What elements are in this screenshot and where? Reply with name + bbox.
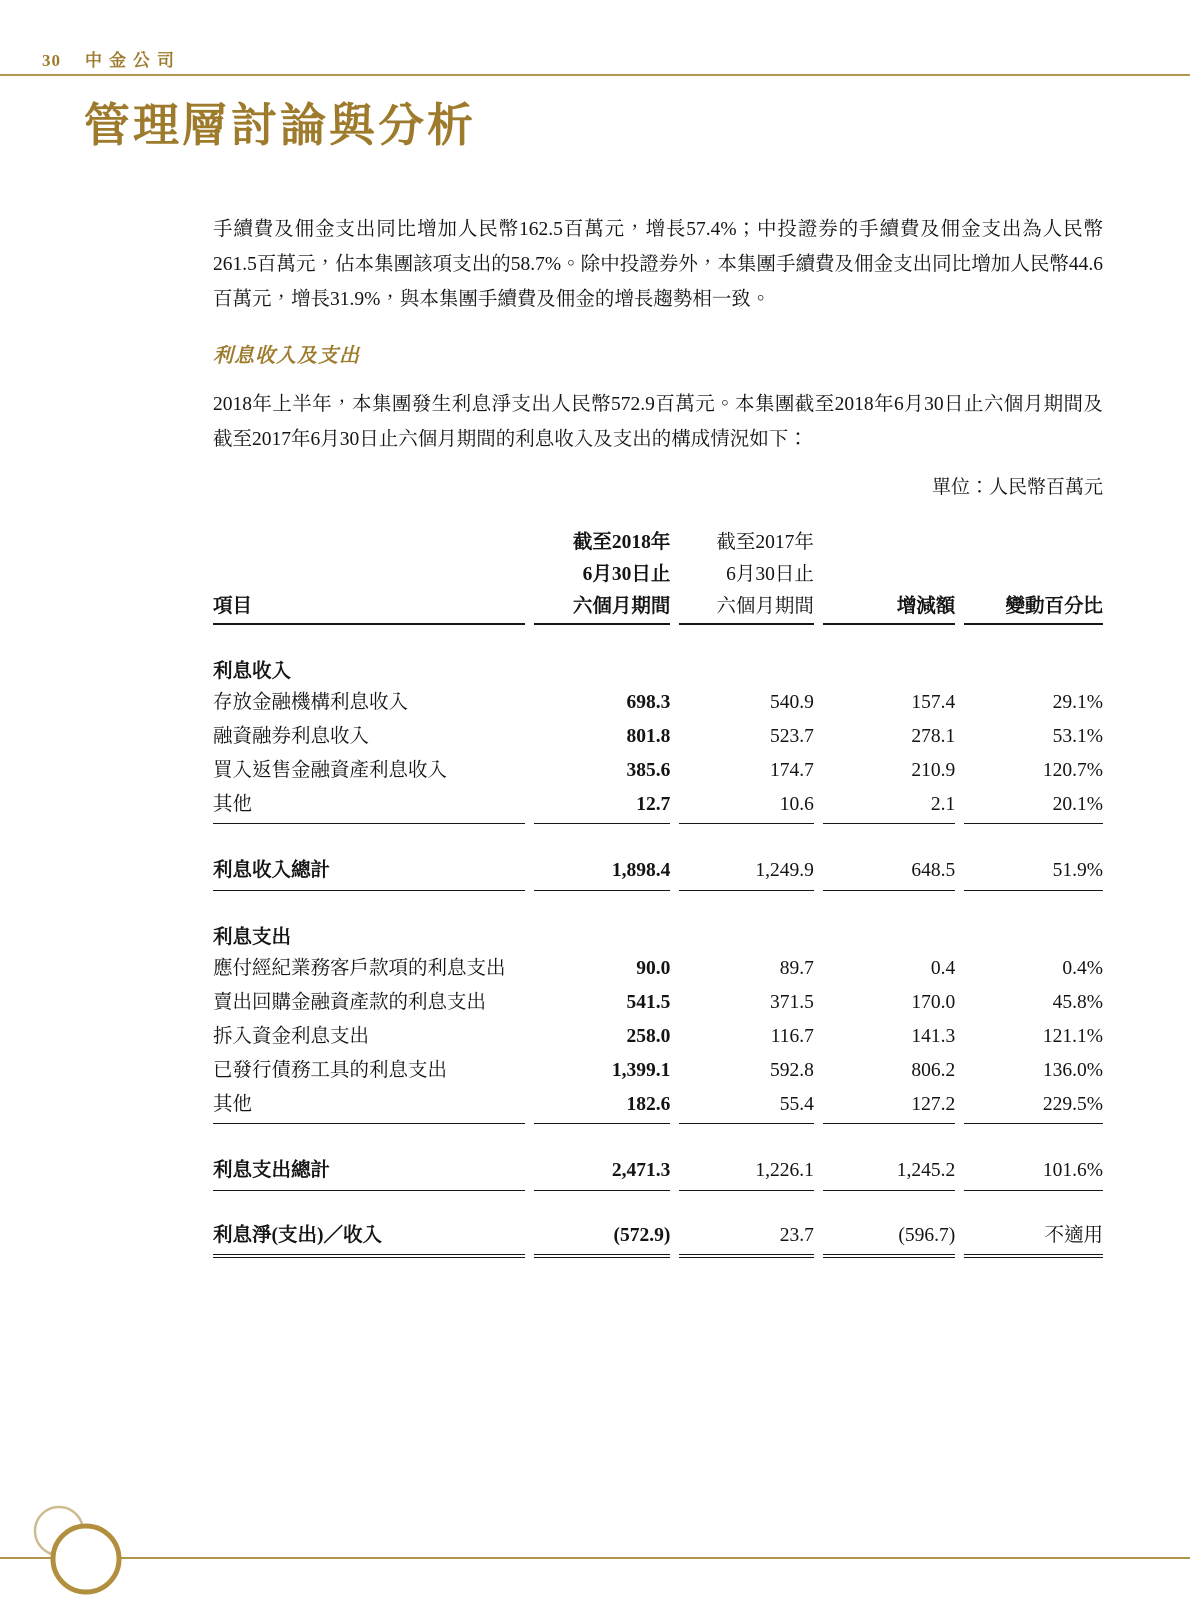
value-2018: 698.3 bbox=[626, 692, 671, 713]
value-change-pct bbox=[964, 625, 1103, 687]
value-change-pct bbox=[964, 891, 1103, 953]
value-change-pct: 136.0% bbox=[1042, 1060, 1103, 1081]
value-2017: 523.7 bbox=[769, 726, 814, 747]
value-change-pct: 51.9% bbox=[964, 824, 1103, 891]
value-change-pct: 0.4% bbox=[1062, 958, 1103, 979]
value-change: 170.0 bbox=[911, 992, 956, 1013]
value-change: 1,245.2 bbox=[823, 1124, 955, 1191]
paragraph-fee-commission: 手續費及佣金支出同比增加人民幣162.5百萬元，增長57.4%；中投證券的手續費及佣金支出為人民幣261.5百萬元，佔本集團該項支出的58.7%。除中投證券外，本集團手續費及佣金支出同比增加人民幣44.6百萬元，增長31.9%，與本集團手續費及佣金的增長趨勢相一致。 bbox=[213, 219, 1103, 310]
value-change: 648.5 bbox=[823, 824, 955, 891]
table-row-total bbox=[213, 1124, 1103, 1191]
value-change-pct: 101.6% bbox=[964, 1124, 1103, 1191]
value-change-pct: 53.1% bbox=[1052, 726, 1103, 747]
col-header-item: 項目 bbox=[213, 527, 525, 625]
value-2017: 1,249.9 bbox=[679, 824, 814, 891]
value-2018: 541.5 bbox=[626, 992, 671, 1013]
row-label: 利息收入總計 bbox=[213, 824, 525, 891]
paragraph-interest-intro: 2018年上半年，本集團發生利息淨支出人民幣572.9百萬元。本集團截至2018年6月30日止六個月期間及截至2017年6月30日止六個月期間的利息收入及支出的構成情況如下： bbox=[213, 394, 1103, 450]
value-2018 bbox=[534, 891, 671, 953]
value-change: 278.1 bbox=[911, 726, 956, 747]
decorative-circles-icon bbox=[0, 1480, 200, 1615]
value-2017: 1,226.1 bbox=[679, 1124, 814, 1191]
table-row-data bbox=[213, 755, 1103, 789]
value-change: 2.1 bbox=[823, 789, 955, 824]
value-2018: 385.6 bbox=[626, 760, 671, 781]
row-label: 存放金融機構利息收入 bbox=[213, 692, 409, 713]
table-row-data bbox=[213, 1055, 1103, 1089]
value-2018: 801.8 bbox=[626, 726, 671, 747]
value-2018: 1,898.4 bbox=[534, 824, 671, 891]
value-change: (596.7) bbox=[823, 1191, 955, 1258]
table-row-net bbox=[213, 1191, 1103, 1258]
row-label: 應付經紀業務客戶款項的利息支出 bbox=[213, 958, 506, 979]
col-header-2017 bbox=[679, 527, 814, 625]
section-heading-interest: 利息收入及支出 bbox=[213, 345, 360, 367]
interest-table bbox=[204, 527, 1112, 1258]
value-change: 141.3 bbox=[911, 1026, 956, 1047]
col-header-change-pct: 變動百分比 bbox=[964, 527, 1103, 625]
value-change-pct: 121.1% bbox=[1042, 1026, 1103, 1047]
table-header-row bbox=[213, 527, 1103, 625]
col-header-2018-line3: 六個月期間 bbox=[572, 596, 671, 617]
table-row-section bbox=[213, 625, 1103, 687]
col-header-2018 bbox=[534, 527, 671, 625]
value-change-pct: 20.1% bbox=[964, 789, 1103, 824]
row-label: 拆入資金利息支出 bbox=[213, 1026, 370, 1047]
unit-note: 單位：人民幣百萬元 bbox=[931, 477, 1103, 498]
table-row-data bbox=[213, 987, 1103, 1021]
row-label: 買入返售金融資產利息收入 bbox=[213, 760, 448, 781]
interest-table-body bbox=[213, 625, 1103, 1258]
value-2017: 23.7 bbox=[679, 1191, 814, 1258]
value-2017: 592.8 bbox=[769, 1060, 814, 1081]
col-header-2017-line1: 截至2017年 bbox=[716, 532, 814, 553]
value-change bbox=[823, 891, 955, 953]
value-2017: 540.9 bbox=[769, 692, 814, 713]
table-row-total bbox=[213, 824, 1103, 891]
value-change: 806.2 bbox=[911, 1060, 956, 1081]
table-row-data bbox=[213, 1021, 1103, 1055]
row-label: 已發行債務工具的利息支出 bbox=[213, 1060, 448, 1081]
main-content bbox=[213, 212, 1103, 1258]
value-change-pct: 不適用 bbox=[964, 1191, 1103, 1258]
value-2018: 2,471.3 bbox=[534, 1124, 671, 1191]
value-change-pct: 229.5% bbox=[964, 1089, 1103, 1124]
value-2017: 174.7 bbox=[769, 760, 814, 781]
row-label: 其他 bbox=[213, 1089, 525, 1124]
page-title: 管理層討論與分析 bbox=[84, 100, 476, 151]
value-2017: 89.7 bbox=[779, 958, 814, 979]
large-circle-icon bbox=[53, 1526, 119, 1592]
row-label: 其他 bbox=[213, 789, 525, 824]
row-label: 利息淨(支出)／收入 bbox=[213, 1191, 525, 1258]
value-2017: 371.5 bbox=[769, 992, 814, 1013]
value-change-pct: 29.1% bbox=[1052, 692, 1103, 713]
value-change bbox=[823, 625, 955, 687]
page-header bbox=[42, 46, 181, 71]
value-2018: 12.7 bbox=[534, 789, 671, 824]
header-divider bbox=[0, 74, 1190, 76]
col-header-2018-line1: 截至2018年 bbox=[572, 532, 671, 553]
value-change: 127.2 bbox=[823, 1089, 955, 1124]
value-2017: 116.7 bbox=[770, 1026, 814, 1047]
value-2018 bbox=[534, 625, 671, 687]
value-change-pct: 45.8% bbox=[1052, 992, 1103, 1013]
value-2017 bbox=[679, 891, 814, 953]
table-row-data bbox=[213, 953, 1103, 987]
value-change: 157.4 bbox=[911, 692, 956, 713]
value-2017: 10.6 bbox=[679, 789, 814, 824]
value-change-pct: 120.7% bbox=[1042, 760, 1103, 781]
table-row-data bbox=[213, 721, 1103, 755]
col-header-2018-line2: 6月30日止 bbox=[582, 564, 671, 585]
col-header-2017-line2: 6月30日止 bbox=[726, 564, 814, 585]
col-header-change: 增減額 bbox=[823, 527, 955, 625]
value-2017: 55.4 bbox=[679, 1089, 814, 1124]
page-number: 30 bbox=[42, 51, 61, 70]
table-row-data bbox=[213, 1089, 1103, 1124]
value-2018: 90.0 bbox=[636, 958, 671, 979]
value-2018: 258.0 bbox=[626, 1026, 671, 1047]
company-name: 中金公司 bbox=[85, 51, 181, 70]
value-2018: 1,399.1 bbox=[611, 1060, 671, 1081]
table-row-data bbox=[213, 687, 1103, 721]
value-2017 bbox=[679, 625, 814, 687]
value-change: 210.9 bbox=[911, 760, 956, 781]
row-label: 賣出回購金融資產款的利息支出 bbox=[213, 992, 487, 1013]
row-label: 利息支出總計 bbox=[213, 1124, 525, 1191]
value-change: 0.4 bbox=[930, 958, 956, 979]
row-label: 利息收入 bbox=[213, 661, 292, 682]
interest-table-head bbox=[213, 527, 1103, 625]
row-label: 融資融券利息收入 bbox=[213, 726, 370, 747]
table-row-section bbox=[213, 891, 1103, 953]
value-2018: (572.9) bbox=[534, 1191, 671, 1258]
value-2018: 182.6 bbox=[534, 1089, 671, 1124]
col-header-2017-line3: 六個月期間 bbox=[716, 596, 814, 617]
row-label: 利息支出 bbox=[213, 927, 292, 948]
table-row-data bbox=[213, 789, 1103, 824]
